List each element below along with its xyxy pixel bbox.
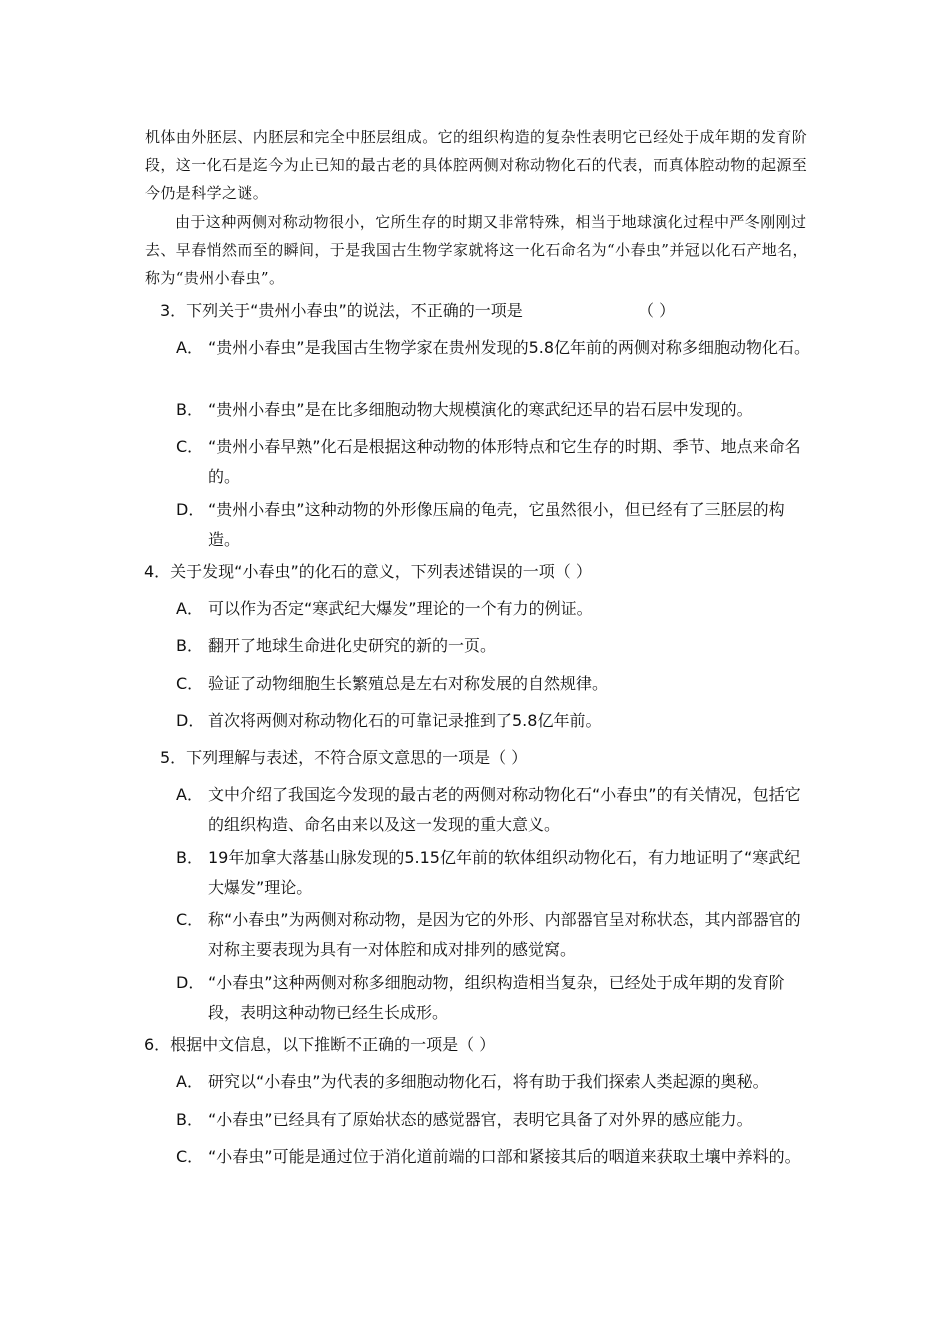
passage-text: 机体由外胚层、内胚层和完全中胚层组成。它的组织构造的复杂性表明它已经处于成年期的发育阶段，这一化石是迄今为止已知的最古老的具体腔两侧对称动物化石的代表，而真体腔动物的起源至今仍是科学之谜。: [145, 128, 808, 202]
option-text: 首次将两侧对称动物化石的可靠记录推到了5.8亿年前。: [208, 711, 602, 730]
question-3-stem: [160, 296, 680, 326]
option-text: 验证了动物细胞生长繁殖总是左右对称发展的自然规律。: [208, 674, 609, 693]
option-letter: A．: [176, 338, 203, 357]
option-letter: C．: [176, 910, 204, 929]
question-3-option-c: [176, 432, 816, 492]
question-4-option-d: [176, 706, 816, 736]
question-5-option-d: [176, 968, 816, 1028]
option-text: “贵州小春虫”这种动物的外形像压扁的龟壳，它虽然很小，但已经有了三胚层的构造。: [208, 500, 785, 549]
question-6-option-c: [176, 1142, 816, 1172]
passage-paragraph-2: [145, 208, 813, 292]
question-5-option-a: [176, 780, 816, 840]
option-letter: B．: [176, 848, 203, 867]
option-letter: B．: [176, 1110, 203, 1129]
option-letter: D．: [176, 973, 205, 992]
option-letter: C．: [176, 437, 204, 456]
question-5-stem: 5．下列理解与表述，不符合原文意思的一项是（ ）: [160, 748, 528, 767]
option-text: 文中介绍了我国迄今发现的最古老的两侧对称动物化石“小春虫”的有关情况，包括它的组织构造、命名由来以及这一发现的重大意义。: [208, 785, 801, 834]
option-text: 翻开了地球生命进化史研究的新的一页。: [208, 636, 497, 655]
option-letter: A．: [176, 599, 203, 618]
option-text: “贵州小春虫”是在比多细胞动物大规模演化的寒武纪还早的岩石层中发现的。: [208, 400, 753, 419]
question-4-option-b: [176, 631, 816, 661]
option-letter: B．: [176, 636, 203, 655]
question-4-option-a: [176, 594, 816, 624]
option-letter: C．: [176, 674, 204, 693]
answer-parenthesis: （ ）: [638, 301, 676, 320]
question-4-option-c: [176, 669, 816, 699]
question-3-option-d: [176, 495, 816, 555]
option-text: “贵州小春早熟”化石是根据这种动物的体形特点和它生存的时期、季节、地点来命名的。: [208, 437, 801, 486]
option-text: 19年加拿大落基山脉发现的5.15亿年前的软体组织动物化石，有力地证明了“寒武纪大爆发”理论。: [208, 848, 801, 897]
option-letter: A．: [176, 1072, 203, 1091]
option-text: “小春虫”这种两侧对称多细胞动物，组织构造相当复杂，已经处于成年期的发育阶段，表明这种动物已经生长成形。: [208, 973, 785, 1022]
option-text: 可以作为否定“寒武纪大爆发”理论的一个有力的例证。: [208, 599, 593, 618]
question-5-option-c: [176, 905, 816, 965]
option-text: “小春虫”已经具有了原始状态的感觉器官，表明它具备了对外界的感应能力。: [208, 1110, 753, 1129]
option-text: 研究以“小春虫”为代表的多细胞动物化石，将有助于我们探索人类起源的奥秘。: [208, 1072, 769, 1091]
passage-text: 由于这种两侧对称动物很小，它所生存的时期又非常特殊，相当于地球演化过程中严冬刚刚过去、早春悄然而至的瞬间，于是我国古生物学家就将这一化石命名为“小春虫”并冠以化石产地名，称为“贵州小春虫”。: [145, 213, 808, 287]
option-letter: D．: [176, 500, 205, 519]
passage-paragraph-1: [145, 123, 813, 207]
question-3-option-a: [176, 333, 816, 363]
question-6-stem: 6．根据中文信息，以下推断不正确的一项是（ ）: [144, 1035, 496, 1054]
option-letter: C．: [176, 1147, 204, 1166]
option-text: “小春虫”可能是通过位于消化道前端的口部和紧接其后的咽道来获取土壤中养料的。: [208, 1147, 801, 1166]
question-6-option-b: [176, 1105, 816, 1135]
question-6-option-a: [176, 1067, 816, 1097]
option-letter: A．: [176, 785, 203, 804]
option-text: “贵州小春虫”是我国古生物学家在贵州发现的5.8亿年前的两侧对称多细胞动物化石。: [208, 338, 811, 357]
question-3-option-b: [176, 395, 816, 425]
option-text: 称“小春虫”为两侧对称动物，是因为它的外形、内部器官呈对称状态，其内部器官的对称主要表现为具有一对体腔和成对排列的感觉窝。: [208, 910, 801, 959]
question-4-stem: 4．关于发现“小春虫”的化石的意义，下列表述错误的一项（ ）: [144, 562, 592, 581]
question-5-option-b: [176, 843, 816, 903]
option-letter: B．: [176, 400, 203, 419]
question-stem-text: 3．下列关于“贵州小春虫”的说法，不正确的一项是: [160, 301, 523, 320]
option-letter: D．: [176, 711, 205, 730]
